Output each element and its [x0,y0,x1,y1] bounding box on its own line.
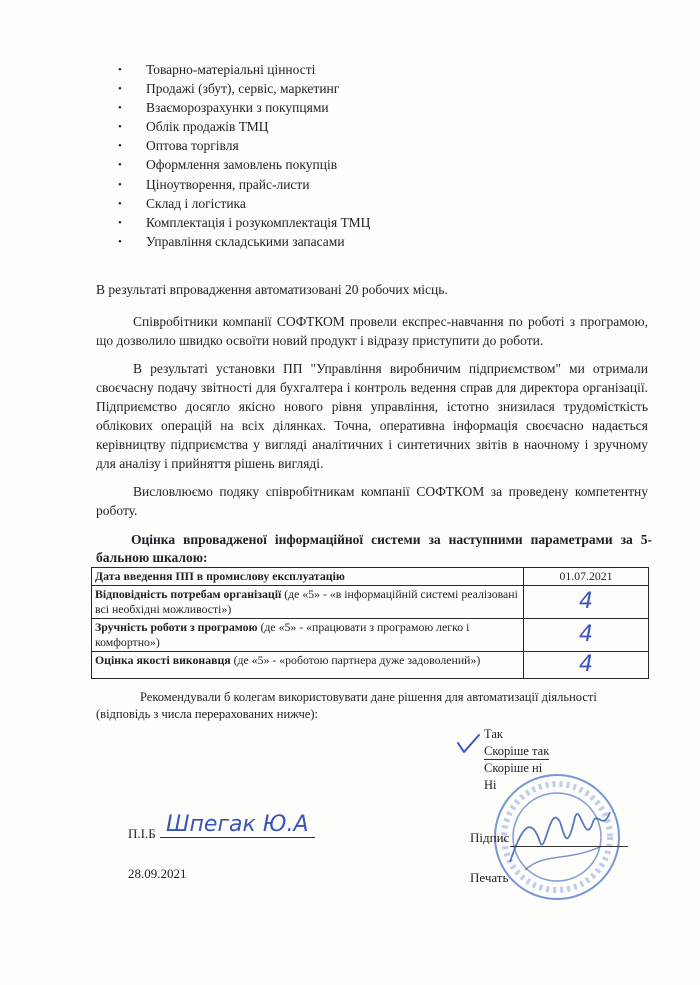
checkmark-icon [455,733,481,755]
table-row [92,619,649,652]
paragraph-training: Співробітники компанії СОФТКОМ провели експрес-навчання по роботі з програмою, що дозволило швидко освоїти новий продукт і відразу приступити до роботи. [96,314,648,348]
recommendation-text: Рекомендували б колегам використовувати дане рішення для автоматизації діяльності (відповідь з числа перерахованих нижче): [96,690,597,721]
handwritten-name: Шпегак Ю.А [160,812,315,838]
list-item: • Товарно-матеріальні цінності [118,62,316,77]
table-cell-value: 01.07.2021 [524,568,649,586]
table-cell-label: Оцінка якості виконавця (де «5» - «роботою партнера дуже задоволений») [92,652,524,679]
paragraph-workplaces: В результаті впровадження автоматизовані 20 робочих місць. [96,282,448,297]
paragraph-thanks: Висловлюємо подяку співробітникам компанії СОФТКОМ за проведену компетентну роботу. [96,484,648,518]
list-item: • Облік продажів ТМЦ [118,119,269,135]
option-rather-no: Скоріше ні [484,761,543,775]
list-item: • Оформлення замовлень покупців [118,157,338,173]
option-yes: Так [484,727,503,741]
list-item: • Комплектація і розукомплектація ТМЦ [118,214,371,230]
table-row [92,586,649,619]
handwritten-score: 4 [579,652,593,677]
signature-date: 28.09.2021 [128,866,187,881]
table-cell-value [524,619,649,652]
table-row [92,652,649,679]
list-item: • Склад і логістика [118,195,246,211]
evaluation-table [91,567,649,679]
signature-scribble-icon [505,792,615,882]
list-item: • Управління складськими запасами [118,233,345,249]
table-cell-value [524,652,649,679]
signature-label: Підпис [470,830,510,845]
table-row [92,568,649,586]
pib-label: П.І.Б [128,826,156,841]
table-cell-label: Дата введення ПП в промислову експлуатацію [92,568,524,586]
list-item: • Взаєморозрахунки з покупцями [118,100,329,116]
option-rather-yes: Скоріше так [484,743,549,761]
table-cell-label: Зручність роботи з програмою (де «5» - «працювати з програмою легко і комфортно») [92,619,524,652]
list-item: • Продажі (збут), сервіс, маркетинг [118,81,340,97]
signature-line [510,846,628,847]
paragraph-results: В результаті установки ПП "Управління виробничим підприємством" ми отримали своєчасну подачу звітності для бухгалтера і контроль ведення справ для директора організації. Підприємство досягло якісно нового рівня управління, істотно знизилася трудомісткість облікових операцій на всіх ділянках. Точна, оперативна інформація своєчасно надається керівництву підприємства у вигляді аналітичних і синтетичних звітів в наочному і зручному для аналізу і прийняття рішень вигляді. [96,361,648,471]
table-cell-value [524,586,649,619]
evaluation-heading: Оцінка впровадженої інформаційної системи за наступними параметрами за 5-бальною шкалою: [96,532,652,565]
stamp-label: Печать [470,870,509,885]
list-item: • Оптова торгівля [118,138,239,154]
handwritten-score: 4 [579,589,593,614]
handwritten-score: 4 [579,622,593,647]
feature-list [118,60,370,251]
option-no: Ні [484,777,497,792]
list-item: • Ціноутворення, прайс-листи [118,176,310,192]
table-cell-label: Відповідність потребам організації (де «5» - «в інформаційній системі реалізовані всі необхідні можливості») [92,586,524,619]
